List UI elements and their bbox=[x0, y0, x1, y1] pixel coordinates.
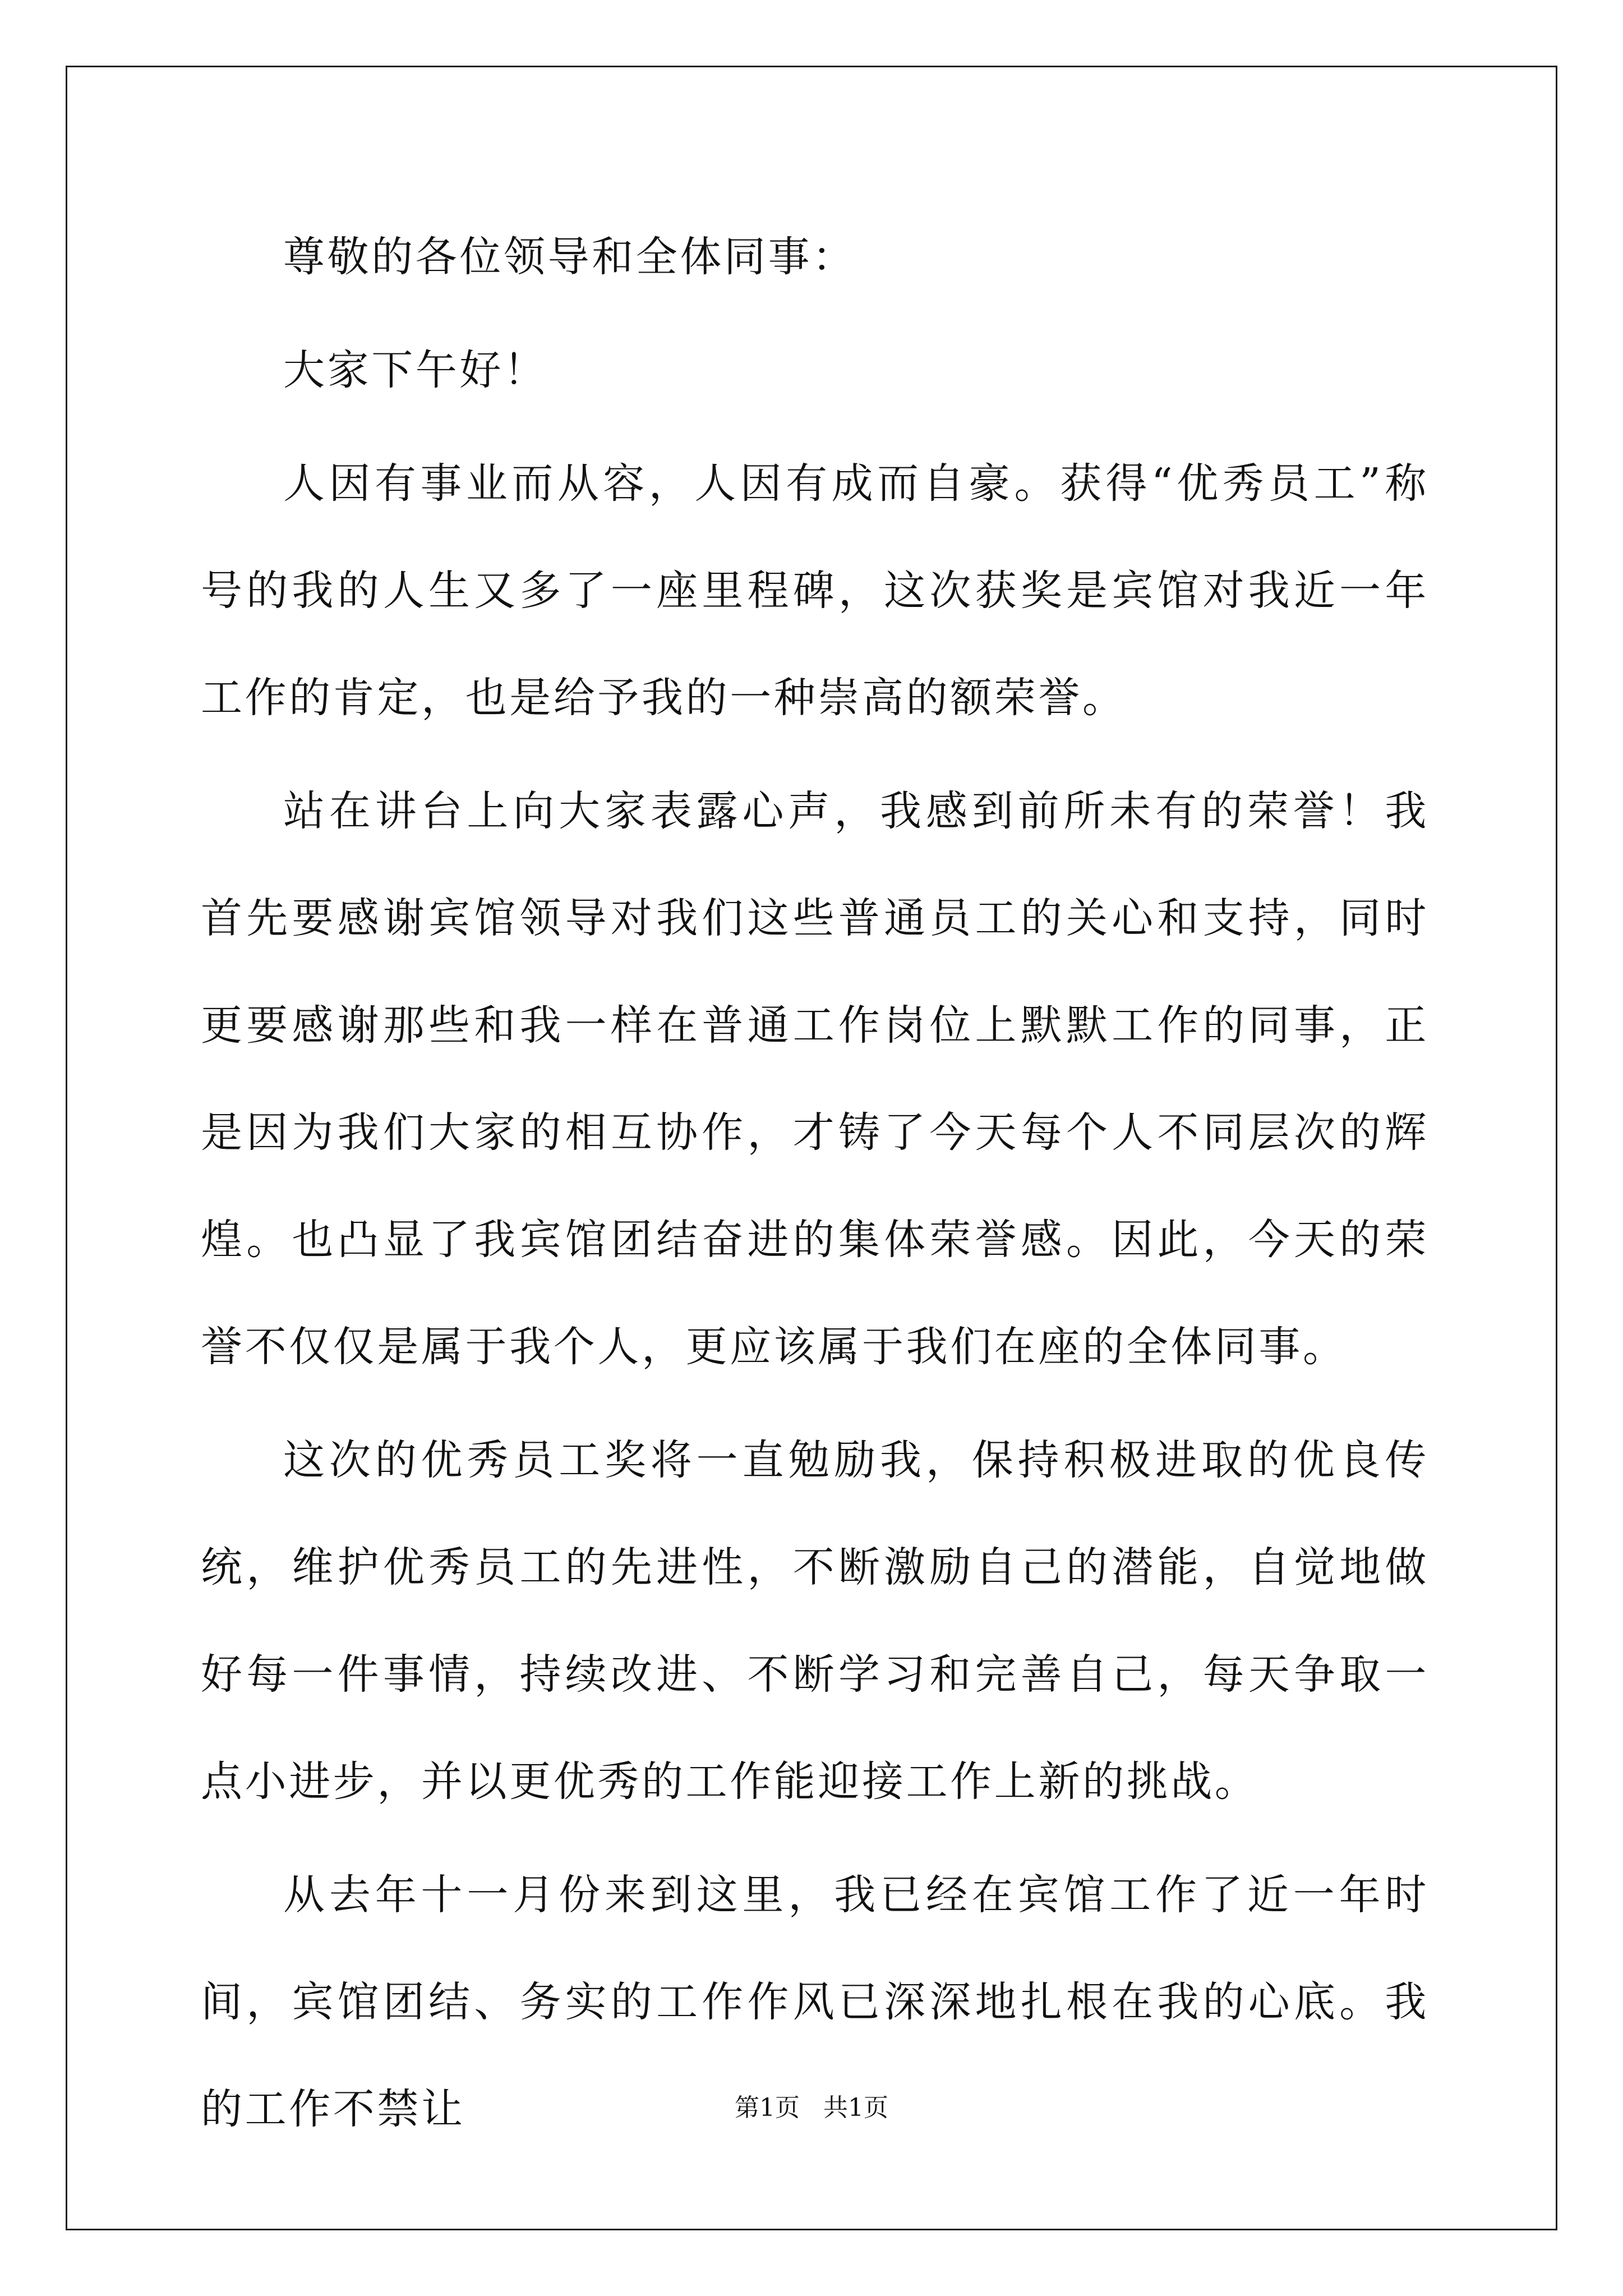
paragraph-intro: 人因有事业而从容，人因有成而自豪。获得“优秀员工”称号的我的人生又多了一座里程碑，这次获奖是宾馆对我近一年工作的肯定，也是给予我的一种崇高的额荣誉。 bbox=[201, 459, 1429, 722]
paragraph-experience: 从去年十一月份来到这里，我已经在宾馆工作了近一年时间，宾馆团结、务实的工作作风已深深地扎根在我的心底。我的工作不禁让 bbox=[201, 1871, 1429, 2133]
page-number: 第1页 bbox=[735, 2093, 800, 2122]
paragraph-commitment: 这次的优秀员工奖将一直勉励我，保持积极进取的优良传统，维护优秀员工的先进性，不断激励自己的潜能，自觉地做好每一件事情，持续改进、不断学习和完善自己，每天争取一点小进步，并以更优秀的工作能迎接工作上新的挑战。 bbox=[201, 1436, 1429, 1806]
greeting: 大家下午好！ bbox=[283, 346, 548, 394]
page-total: 共1页 bbox=[823, 2093, 888, 2122]
paragraph-thanks: 站在讲台上向大家表露心声，我感到前所未有的荣誉！我首先要感谢宾馆领导对我们这些普通员工的关心和支持，同时更要感谢那些和我一样在普通工作岗位上默默工作的同事，正是因为我们大家的相互协作，才铸了今天每个人不同层次的辉煌。也凸显了我宾馆团结奋进的集体荣誉感。因此，今天的荣誉不仅仅是属于我个人，更应该属于我们在座的全体同事。 bbox=[201, 787, 1429, 1371]
salutation: 尊敬的各位领导和全体同事： bbox=[283, 233, 856, 281]
page-footer bbox=[0, 2091, 1623, 2125]
document-body bbox=[201, 204, 1429, 2169]
